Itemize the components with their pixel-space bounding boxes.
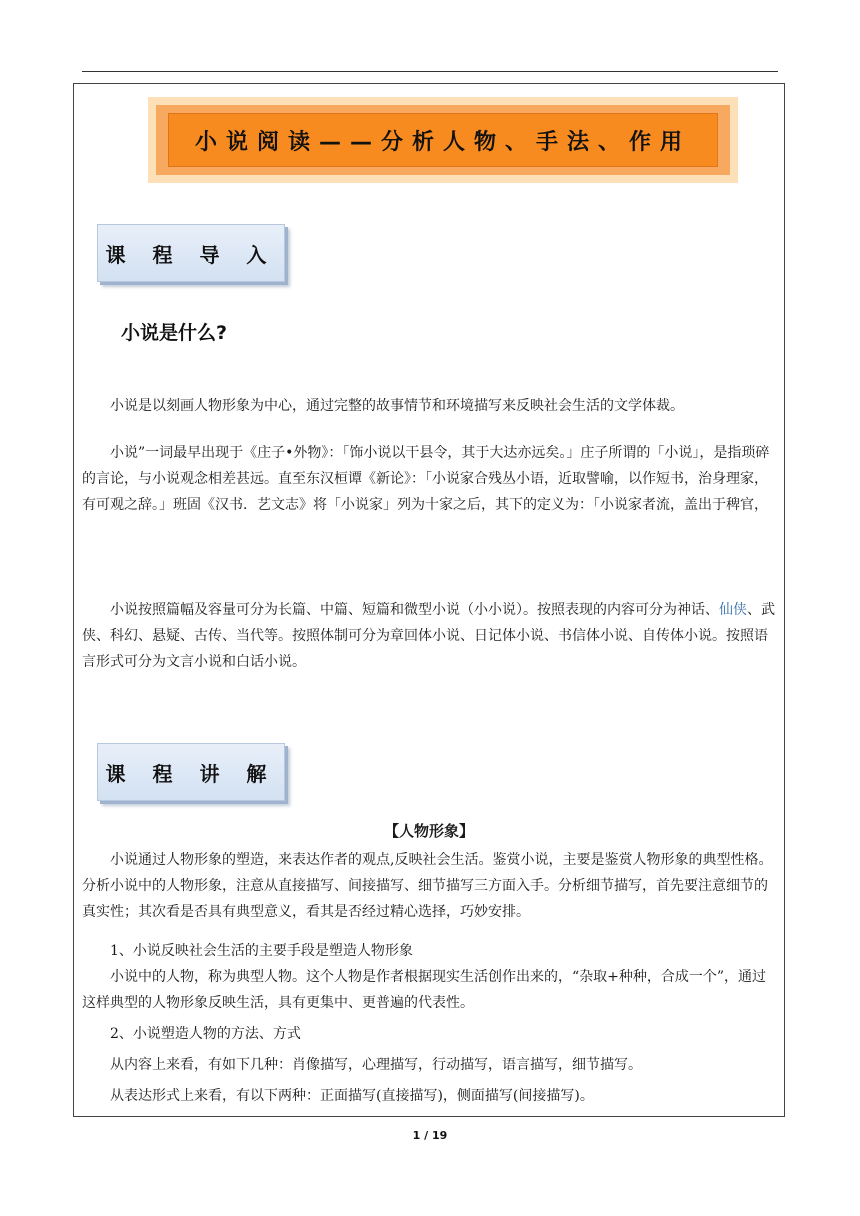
intro-paragraph-2: 小说”一词最早出现于《庄子•外物》：「饰小说以干县令，其于大达亦远矣。」庄子所谓的「小说」，是指琐碎的言论，与小说观念相差甚远。直至东汉桓谭《新论》：「小说家合残丛小语，近取譬喻，以作短书，治身理家，有可观之辞。」班固《汉书．艺文志》将「小说家」列为十家之后，其下的定义为：「小说家者流，盖出于稗官， — [82, 445, 770, 513]
subheading: 小说是什么? — [121, 322, 228, 344]
lecture-paragraph-3: 从内容上来看，有如下几种：肖像描写，心理描写，行动描写，语言描写，细节描写。 — [110, 1057, 642, 1073]
page-number: 1 / 19 — [412, 1129, 448, 1142]
title-banner — [148, 97, 738, 183]
intro-paragraph-3 — [82, 597, 780, 675]
header-rule — [82, 71, 778, 72]
paragraph-text: 小说按照篇幅及容量可分为长篇、中篇、短篇和微型小说（小小说）。按照表现的内容可分为神话、 — [110, 602, 719, 618]
lecture-paragraph-4: 从表达形式上来看，有以下两种：正面描写(直接描写)，侧面描写(间接描写)。 — [110, 1088, 594, 1104]
lecture-paragraph-1: 小说通过人物形象的塑造，来表达作者的观点,反映社会生活。鉴赏小说，主要是鉴赏人物形象的典型性格。分析小说中的人物形象，注意从直接描写、间接描写、细节描写三方面入手。分析细节描写，首先要注意细节的真实性；其次看是否具有典型意义，看其是否经过精心选择，巧妙安排。 — [82, 852, 773, 920]
section-heading-lecture — [97, 743, 285, 801]
lecture-title: 【人物形象】 — [383, 822, 474, 840]
lecture-heading-2: 2、小说塑造人物的方法、方式 — [110, 1026, 301, 1042]
xianxia-link[interactable]: 仙侠 — [719, 602, 747, 618]
intro-paragraph-1: 小说是以刻画人物形象为中心，通过完整的故事情节和环境描写来反映社会生活的文学体裁。 — [110, 398, 684, 414]
section-label: 课 程 讲 解 — [105, 761, 277, 786]
section-heading-intro — [97, 224, 285, 282]
paragraph-text: 、武侠、科幻、悬疑、古传、当代等。按照体制可分为章回体小说、日记体小说、书信体小说、自传体小说。按照语言形式可分为文言小说和白话小说。 — [82, 602, 775, 670]
page-title: 小说阅读——分析人物、手法、作用 — [194, 129, 691, 155]
section-label: 课 程 导 入 — [105, 242, 277, 267]
lecture-heading-1: 1、小说反映社会生活的主要手段是塑造人物形象 — [110, 943, 413, 959]
lecture-paragraph-2: 小说中的人物，称为典型人物。这个人物是作者根据现实生活创作出来的，“杂取+种种，合成一个”，通过这样典型的人物形象反映生活，具有更集中、更普遍的代表性。 — [82, 969, 767, 1011]
